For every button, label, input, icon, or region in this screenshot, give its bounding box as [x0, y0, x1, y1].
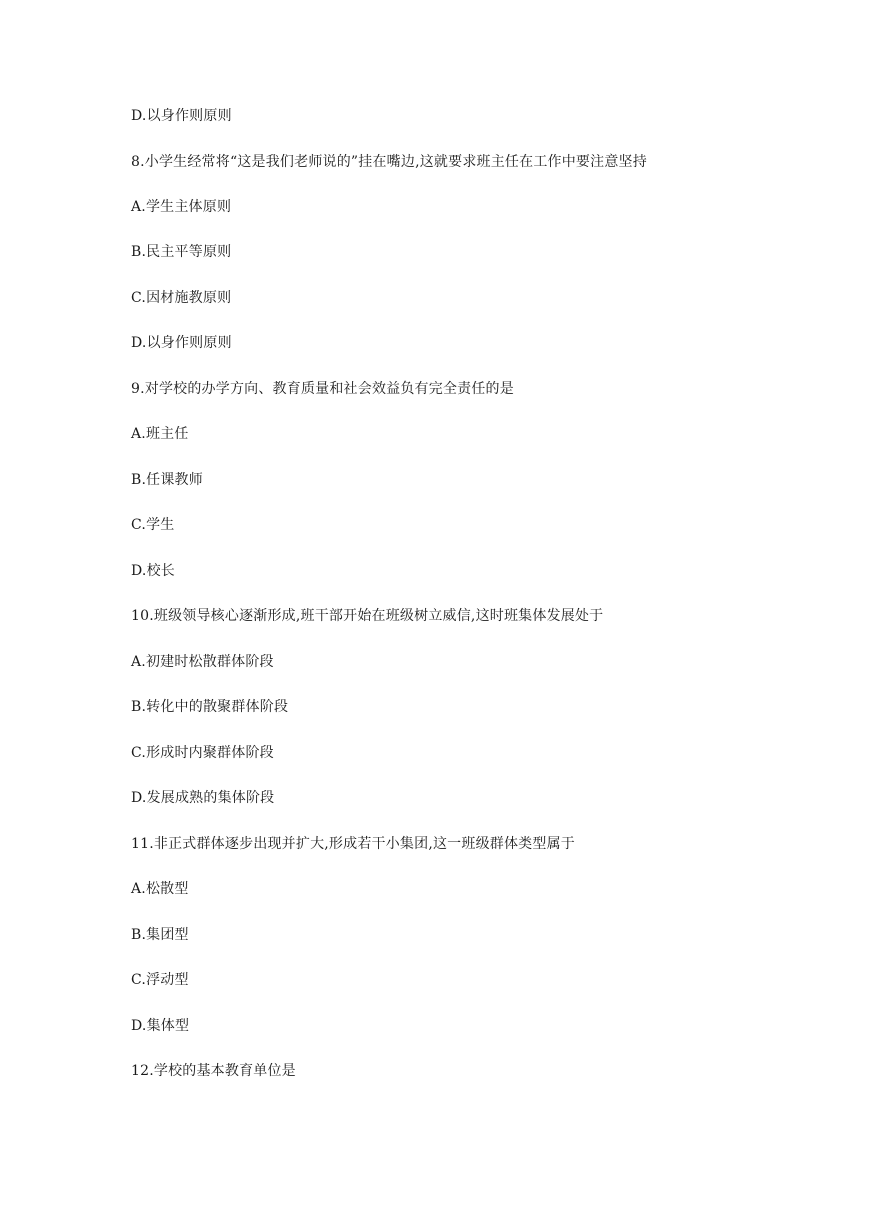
option-c-q9: C.学生 [131, 517, 175, 533]
option-a-q10: A.初建时松散群体阶段 [131, 654, 274, 670]
option-c-q11: C.浮动型 [131, 972, 189, 988]
question-8: 8.小学生经常将“这是我们老师说的”挂在嘴边,这就要求班主任在工作中要注意坚持 [131, 154, 647, 170]
option-d-q11: D.集体型 [131, 1018, 190, 1034]
question-12: 12.学校的基本教育单位是 [131, 1063, 296, 1079]
option-d-q10: D.发展成熟的集体阶段 [131, 790, 275, 806]
option-b-q8: B.民主平等原则 [131, 244, 232, 260]
question-9: 9.对学校的办学方向、教育质量和社会效益负有完全责任的是 [131, 381, 514, 397]
option-d-q8: D.以身作则原则 [131, 335, 232, 351]
option-c-q10: C.形成时内聚群体阶段 [131, 745, 274, 761]
option-b-q10: B.转化中的散聚群体阶段 [131, 699, 289, 715]
option-a-q9: A.班主任 [131, 426, 189, 442]
option-b-q11: B.集团型 [131, 927, 189, 943]
option-b-q9: B.任课教师 [131, 472, 203, 488]
option-d-q9: D.校长 [131, 563, 175, 579]
option-a-q8: A.学生主体原则 [131, 199, 232, 215]
question-11: 11.非正式群体逐步出现并扩大,形成若干小集团,这一班级群体类型属于 [131, 836, 575, 852]
question-10: 10.班级领导核心逐渐形成,班干部开始在班级树立威信,这时班集体发展处于 [131, 608, 604, 624]
option-a-q11: A.松散型 [131, 881, 189, 897]
option-d-q7: D.以身作则原则 [131, 108, 232, 124]
option-c-q8: C.因材施教原则 [131, 290, 232, 306]
